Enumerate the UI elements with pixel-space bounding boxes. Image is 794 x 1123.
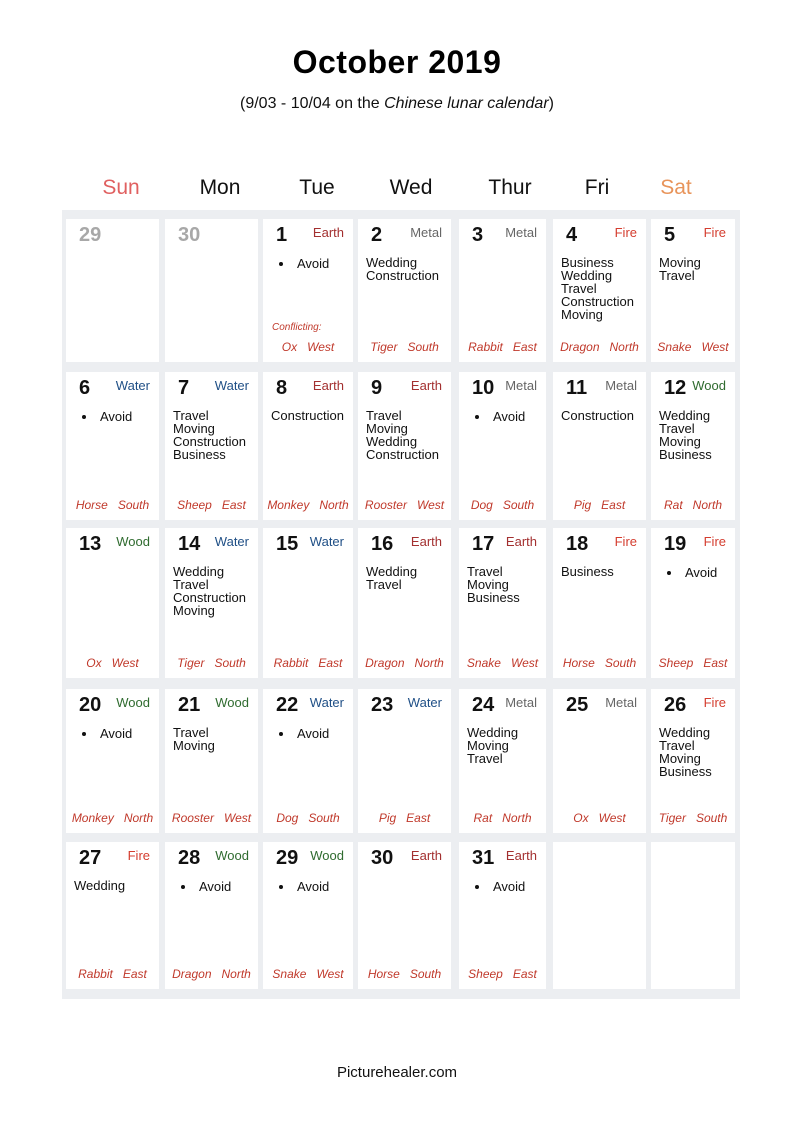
conflict-direction: East (601, 498, 626, 512)
day-number: 20 (79, 694, 102, 716)
element-label: Earth (505, 534, 537, 549)
conflict-info (553, 340, 646, 354)
day-number: 14 (178, 533, 201, 555)
day-number: 2 (371, 224, 383, 246)
conflict-animal: Snake (466, 656, 501, 670)
conflict-direction: East (318, 656, 343, 670)
day-number: 10 (472, 377, 495, 399)
activity-item: Business (561, 564, 614, 579)
element-label: Water (407, 695, 442, 710)
day-number: 16 (371, 533, 394, 555)
calendar-day-cell[interactable] (553, 219, 646, 362)
conflict-animal: Pig (378, 811, 397, 825)
day-number: 3 (472, 224, 484, 246)
calendar-day-cell[interactable] (263, 372, 353, 520)
day-number: 5 (664, 224, 676, 246)
day-number: 7 (178, 377, 190, 399)
element-label: Water (115, 378, 150, 393)
day-number: 29 (276, 847, 299, 869)
activity-item: Wedding (74, 878, 126, 893)
element-label: Metal (605, 695, 637, 710)
avoid-item: Avoid (82, 409, 132, 424)
element-label: Water (214, 378, 249, 393)
day-number: 22 (276, 694, 299, 716)
day-number: 8 (276, 377, 288, 399)
conflict-info (358, 967, 451, 981)
avoid-item: Avoid (279, 256, 329, 271)
day-number: 31 (472, 847, 495, 869)
day-number: 25 (566, 694, 589, 716)
calendar-day-cell[interactable] (459, 842, 546, 989)
calendar-day-cell[interactable] (651, 219, 735, 362)
calendar-day-cell[interactable] (165, 372, 258, 520)
activity-list (366, 256, 439, 282)
calendar-day-cell[interactable] (459, 689, 546, 833)
activity-item: Wedding (366, 564, 418, 579)
conflict-animal: Snake (272, 967, 307, 981)
conflict-direction: North (502, 811, 532, 825)
conflict-info (263, 498, 353, 512)
element-label: Wood (692, 378, 726, 393)
activity-list (659, 726, 712, 778)
calendar-day-cell[interactable] (165, 842, 258, 989)
activity-item: Moving (467, 577, 509, 592)
conflict-animal: Rat (473, 811, 493, 825)
bullet-icon (82, 732, 86, 736)
element-label: Fire (703, 534, 726, 549)
conflict-direction: North (609, 340, 639, 354)
activity-item: Construction (561, 294, 634, 309)
element-label: Water (309, 695, 344, 710)
conflict-animal: Ox (86, 656, 102, 670)
day-number: 9 (371, 377, 383, 399)
activity-list (271, 409, 344, 422)
activity-item: Construction (366, 447, 439, 462)
avoid-item: Avoid (475, 409, 525, 424)
conflict-info (459, 656, 546, 670)
activity-item: Travel (173, 725, 209, 740)
conflict-direction: West (701, 340, 729, 354)
conflict-animal: Dog (276, 811, 299, 825)
footer-brand: Picturehealer.com (336, 1064, 458, 1081)
element-label: Wood (116, 695, 150, 710)
conflict-animal: Rooster (171, 811, 214, 825)
element-label: Wood (215, 695, 249, 710)
calendar-day-cell[interactable] (165, 528, 258, 678)
element-label: Fire (614, 225, 637, 240)
conflict-info (165, 967, 258, 981)
activity-item: Wedding (659, 408, 711, 423)
activity-list (561, 409, 634, 422)
conflict-direction: South (407, 340, 439, 354)
conflict-direction: North (692, 498, 723, 512)
activity-item: Travel (561, 281, 597, 296)
calendar-day-cell[interactable] (263, 689, 353, 833)
conflict-info (358, 811, 451, 825)
page-title: October 2019 (292, 44, 502, 80)
activity-list (173, 565, 246, 617)
element-label: Wood (116, 534, 150, 549)
activity-list (467, 565, 520, 604)
page-subtitle (0, 95, 794, 113)
weekday-header-mon: Mon (199, 176, 241, 199)
weekday-header-sat: Sat (660, 176, 692, 199)
activity-item: Moving (467, 738, 509, 753)
calendar-day-cell[interactable] (651, 372, 735, 520)
day-number: 26 (664, 694, 687, 716)
conflict-animal: Ox (281, 340, 298, 354)
calendar-day-cell[interactable] (459, 528, 546, 678)
conflict-direction: East (703, 656, 728, 670)
subtitle-suffix: ) (548, 95, 554, 112)
avoid-item: Avoid (82, 726, 132, 741)
conflict-info (165, 811, 258, 825)
conflict-animal: Rat (663, 498, 683, 512)
day-number: 1 (276, 224, 288, 246)
activity-list (467, 726, 518, 765)
calendar-day-cell[interactable] (358, 219, 451, 362)
activity-item: Construction (271, 408, 344, 423)
day-number: 18 (566, 533, 589, 555)
activity-item: Moving (173, 603, 215, 618)
activity-item: Moving (366, 421, 408, 436)
conflict-info (66, 498, 159, 512)
conflict-direction: West (307, 340, 335, 354)
activity-item: Wedding (366, 434, 418, 449)
calendar-day-cell[interactable] (66, 528, 159, 678)
activity-item: Business (561, 255, 614, 270)
day-number: 24 (472, 694, 495, 716)
conflict-info (263, 811, 353, 825)
activity-item: Construction (173, 590, 246, 605)
conflict-info (651, 656, 735, 670)
conflict-animal: Dog (470, 498, 493, 512)
conflict-direction: North (319, 498, 349, 512)
activity-item: Wedding (561, 268, 613, 283)
conflict-animal: Tiger (370, 340, 398, 354)
element-label: Earth (505, 848, 537, 863)
calendar-day-cell[interactable] (459, 219, 546, 362)
conflict-direction: North (123, 811, 154, 825)
element-label: Metal (505, 378, 537, 393)
element-label: Fire (703, 695, 726, 710)
conflict-direction: West (223, 811, 252, 825)
conflict-info (263, 340, 353, 354)
activity-item: Moving (659, 434, 701, 449)
weekday-header-fri: Fri (584, 176, 610, 199)
conflict-direction: East (512, 967, 537, 981)
day-number: 21 (178, 694, 201, 716)
bullet-icon (475, 415, 479, 419)
day-number: 12 (664, 377, 687, 399)
activity-item: Moving (659, 751, 701, 766)
element-label: Wood (215, 848, 249, 863)
conflict-animal: Sheep (177, 498, 212, 512)
activity-item: Moving (561, 307, 603, 322)
activity-item: Business (173, 447, 226, 462)
calendar-day-cell[interactable] (165, 689, 258, 833)
calendar-day-cell[interactable] (263, 528, 353, 678)
element-label: Wood (310, 848, 344, 863)
conflict-info (263, 967, 353, 981)
calendar-day-cell[interactable] (66, 219, 159, 362)
weekday-header-tue: Tue (299, 176, 335, 199)
bullet-icon (279, 732, 283, 736)
conflict-animal: Sheep (658, 656, 694, 670)
calendar-day-cell[interactable] (165, 219, 258, 362)
conflict-direction: West (416, 498, 445, 512)
bullet-icon (82, 415, 86, 419)
activity-item: Travel (366, 408, 402, 423)
day-number: 15 (276, 533, 299, 555)
conflict-direction: West (111, 656, 139, 670)
calendar-day-cell[interactable] (358, 372, 451, 520)
calendar-day-cell[interactable] (66, 689, 159, 833)
conflict-direction: East (122, 967, 147, 981)
element-label: Earth (410, 848, 442, 863)
activity-item: Moving (173, 738, 215, 753)
conflict-animal: Dragon (560, 340, 600, 354)
activity-item: Travel (659, 268, 695, 283)
calendar-day-cell[interactable] (651, 689, 735, 833)
conflict-direction: South (214, 656, 246, 670)
bullet-icon (279, 885, 283, 889)
conflict-info (651, 498, 735, 512)
day-number: 23 (371, 694, 394, 716)
conflict-animal: Rabbit (273, 656, 309, 670)
conflict-info (165, 656, 258, 670)
subtitle-prefix: (9/03 - 10/04 on the (240, 95, 385, 112)
activity-list (659, 409, 712, 461)
activity-item: Moving (173, 421, 215, 436)
conflict-info (66, 656, 159, 670)
conflict-animal: Monkey (71, 811, 114, 825)
conflict-animal: Horse (367, 967, 400, 981)
day-number: 27 (79, 847, 102, 869)
conflict-info (459, 967, 546, 981)
activity-item: Wedding (659, 725, 711, 740)
calendar-day-cell[interactable] (263, 842, 353, 989)
calendar-day-cell[interactable] (459, 372, 546, 520)
activity-list (659, 256, 701, 282)
calendar-day-cell[interactable] (66, 372, 159, 520)
activity-item: Construction (561, 408, 634, 423)
activity-list (74, 879, 125, 892)
conflict-animal: Snake (657, 340, 692, 354)
conflict-direction: East (512, 340, 537, 354)
conflict-info (358, 340, 451, 354)
conflict-animal: Horse (75, 498, 108, 512)
conflict-direction: East (221, 498, 246, 512)
element-label: Earth (410, 378, 442, 393)
calendar-day-cell[interactable] (651, 528, 735, 678)
element-label: Fire (614, 534, 637, 549)
avoid-item: Avoid (181, 879, 231, 894)
activity-list (366, 409, 439, 461)
activity-item: Travel (467, 751, 503, 766)
conflict-animal: Dragon (365, 656, 405, 670)
calendar-day-cell[interactable] (358, 842, 451, 989)
element-label: Fire (127, 848, 150, 863)
conflict-animal: Tiger (177, 656, 205, 670)
conflict-direction: South (308, 811, 340, 825)
day-number: 17 (472, 533, 495, 555)
conflicting-label: Conflicting: (272, 322, 322, 333)
activity-item: Travel (173, 408, 209, 423)
calendar-day-cell[interactable] (553, 689, 646, 833)
conflict-direction: West (510, 656, 539, 670)
conflict-info (459, 340, 546, 354)
avoid-item: Avoid (475, 879, 525, 894)
conflict-direction: West (598, 811, 626, 825)
conflict-animal: Ox (573, 811, 589, 825)
avoid-item: Avoid (667, 565, 717, 580)
conflict-direction: North (221, 967, 251, 981)
activity-list (561, 565, 614, 578)
calendar-day-cell[interactable] (553, 528, 646, 678)
conflict-info (459, 498, 546, 512)
day-number: 11 (566, 377, 588, 399)
day-number: 13 (79, 533, 102, 555)
conflict-animal: Pig (573, 498, 592, 512)
conflict-info (459, 811, 546, 825)
conflict-info (263, 656, 353, 670)
day-number: 29 (79, 224, 102, 246)
element-label: Earth (410, 534, 442, 549)
conflict-direction: South (409, 967, 442, 981)
element-label: Metal (505, 225, 537, 240)
conflict-info (553, 656, 646, 670)
conflict-info (651, 811, 735, 825)
avoid-item: Avoid (279, 879, 329, 894)
bullet-icon (667, 571, 671, 575)
activity-item: Moving (659, 255, 701, 270)
conflict-info (553, 498, 646, 512)
conflict-animal: Horse (562, 656, 595, 670)
conflict-animal: Tiger (658, 811, 686, 825)
activity-item: Construction (366, 268, 439, 283)
conflict-animal: Monkey (267, 498, 310, 512)
activity-item: Wedding (366, 255, 418, 270)
conflict-direction: South (604, 656, 637, 670)
conflict-info (553, 811, 646, 825)
activity-item: Travel (366, 577, 402, 592)
conflict-info (358, 498, 451, 512)
activity-list (173, 409, 246, 461)
element-label: Metal (410, 225, 442, 240)
activity-item: Travel (467, 564, 503, 579)
calendar-day-cell[interactable] (358, 528, 451, 678)
conflict-animal: Rooster (364, 498, 407, 512)
conflict-animal: Rabbit (468, 340, 503, 354)
activity-item: Travel (659, 738, 695, 753)
activity-item: Business (659, 764, 712, 779)
conflict-direction: South (117, 498, 150, 512)
activity-item: Travel (659, 421, 695, 436)
conflict-info (66, 967, 159, 981)
element-label: Metal (605, 378, 637, 393)
conflict-animal: Rabbit (78, 967, 113, 981)
calendar-day-cell[interactable] (66, 842, 159, 989)
element-label: Water (309, 534, 344, 549)
weekday-header-thur: Thur (488, 176, 532, 199)
conflict-info (358, 656, 451, 670)
conflict-direction: East (406, 811, 431, 825)
element-label: Fire (703, 225, 726, 240)
activity-item: Business (467, 590, 520, 605)
calendar-day-cell[interactable] (553, 372, 646, 520)
element-label: Earth (312, 225, 344, 240)
weekday-header-sun: Sun (102, 176, 140, 199)
conflict-info (651, 340, 735, 354)
avoid-item: Avoid (279, 726, 329, 741)
conflict-animal: Dragon (172, 967, 212, 981)
conflict-direction: West (316, 967, 344, 981)
element-label: Earth (312, 378, 344, 393)
day-number: 28 (178, 847, 201, 869)
activity-list (561, 256, 634, 321)
day-number: 6 (79, 377, 91, 399)
day-number: 4 (566, 224, 578, 246)
activity-list (173, 726, 215, 752)
conflict-direction: South (502, 498, 535, 512)
day-number: 19 (664, 533, 687, 555)
conflict-info (66, 811, 159, 825)
activity-item: Wedding (173, 564, 225, 579)
conflict-direction: South (695, 811, 728, 825)
activity-item: Construction (173, 434, 246, 449)
bullet-icon (279, 262, 283, 266)
weekday-header-wed: Wed (389, 176, 433, 199)
element-label: Water (214, 534, 249, 549)
subtitle-emphasis: Chinese lunar calendar (384, 95, 549, 112)
activity-list (366, 565, 417, 591)
day-number: 30 (178, 224, 201, 246)
conflict-direction: North (414, 656, 444, 670)
calendar-day-cell[interactable] (263, 219, 353, 362)
bullet-icon (181, 885, 185, 889)
bullet-icon (475, 885, 479, 889)
element-label: Metal (505, 695, 537, 710)
calendar-day-cell[interactable] (358, 689, 451, 833)
activity-item: Travel (173, 577, 209, 592)
activity-item: Wedding (467, 725, 519, 740)
activity-item: Business (659, 447, 712, 462)
calendar-empty-cell (651, 842, 735, 989)
calendar-empty-cell (553, 842, 646, 989)
day-number: 30 (371, 847, 394, 869)
conflict-info (165, 498, 258, 512)
conflict-animal: Sheep (468, 967, 503, 981)
